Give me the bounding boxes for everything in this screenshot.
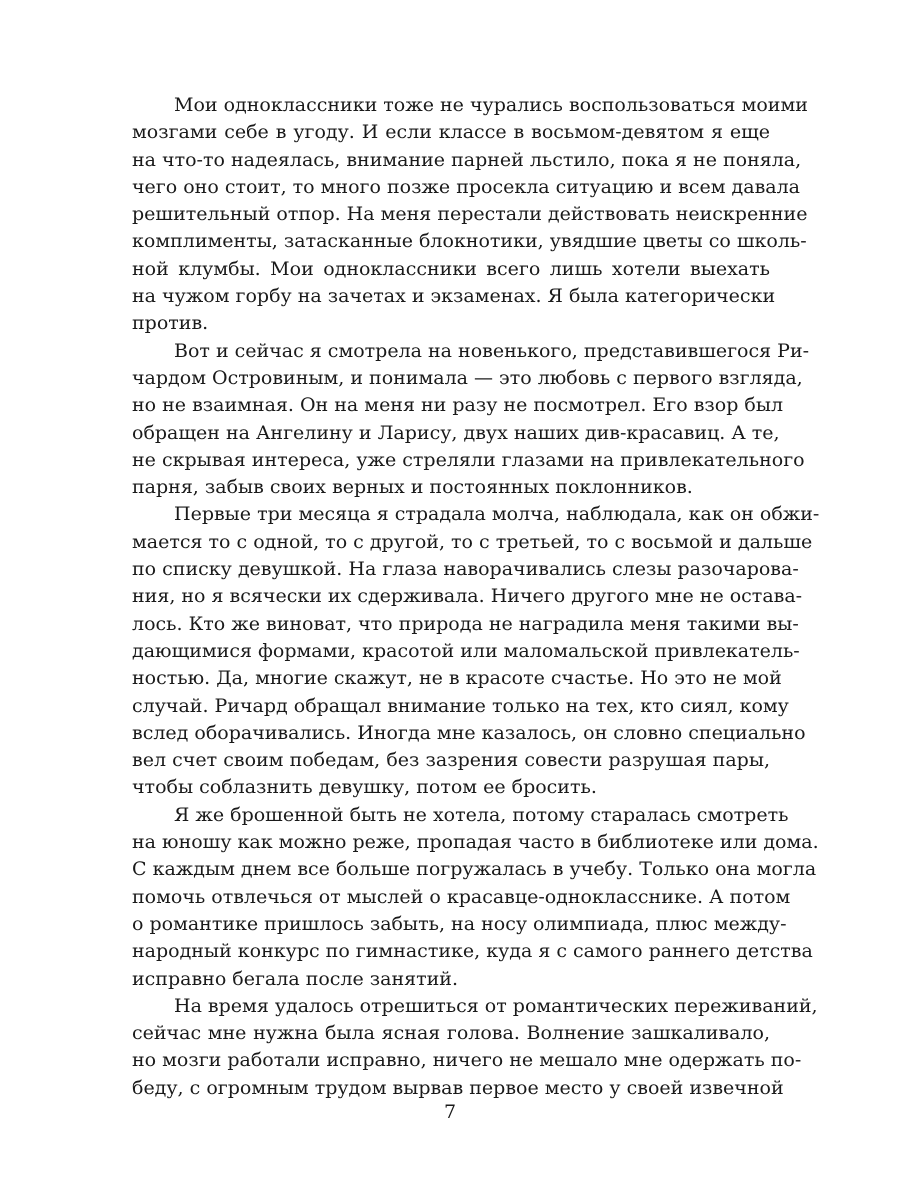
text-line: исправно бегала после занятий. xyxy=(132,967,459,990)
text-line: по списку девушкой. На глаза наворачивались слезы разочарова- xyxy=(132,558,799,581)
text-line: Вот и сейчас я смотрела на новенького, представившегося Ри- xyxy=(174,339,810,362)
text-line: лось. Кто же виноват, что природа не наградила меня такими вы- xyxy=(132,612,799,635)
text-line: обращен на Ангелину и Ларису, двух наших див-красавиц. А те, xyxy=(132,421,780,444)
text-line: ния, но я всячески их сдерживала. Ничего другого мне не остава- xyxy=(132,585,803,608)
body-text xyxy=(132,92,820,1102)
text-line: решительный отпор. На меня перестали действовать неискренние xyxy=(132,203,808,226)
text-line: на юношу как можно реже, пропадая часто в библиотеке или дома. xyxy=(132,831,819,854)
text-line: помочь отвлечься от мыслей о красавце-однокласснике. А потом xyxy=(132,885,791,908)
text-line: комплименты, затасканные блокнотики, увядшие цветы со школь- xyxy=(132,230,807,253)
text-line: но мозги работали исправно, ничего не мешало мне одержать по- xyxy=(132,1049,802,1072)
text-line: на чужом горбу на зачетах и экзаменах. Я была категорически xyxy=(132,285,776,308)
text-line: мозгами себе в угоду. И если классе в восьмом-девятом я еще xyxy=(132,121,770,144)
page-number: 7 xyxy=(443,1101,457,1123)
text-line: о романтике пришлось забыть, на носу олимпиада, плюс между- xyxy=(132,912,787,935)
text-line: ной клумбы. Мои одноклассники всего лишь хотели выехать xyxy=(132,257,770,280)
text-line: беду, с огромным трудом вырвав первое место у своей извечной xyxy=(132,1076,784,1099)
text-line: сейчас мне нужна была ясная голова. Волнение зашкаливало, xyxy=(132,1022,770,1045)
text-line: дающимися формами, красотой или маломальской привлекатель- xyxy=(132,639,800,662)
text-line: народный конкурс по гимнастике, куда я с самого раннего детства xyxy=(132,940,813,963)
text-line: ностью. Да, многие скажут, не в красоте счастье. Но это не мой xyxy=(132,667,782,690)
text-line: чардом Островиным, и понимала — это любовь с первого взгляда, xyxy=(132,366,803,389)
text-line: случай. Ричард обращал внимание только на тех, кто сиял, кому xyxy=(132,694,789,717)
text-line: С каждым днем все больше погружалась в учебу. Только она могла xyxy=(132,858,817,881)
text-line: Мои одноклассники тоже не чурались воспользоваться моими xyxy=(174,94,808,116)
text-line: вел счет своим победам, без зазрения совести разрушая пары, xyxy=(132,749,770,772)
text-line: Я же брошенной быть не хотела, потому старалась смотреть xyxy=(174,803,789,826)
text-line: не скрывая интереса, уже стреляли глазами на привлекательного xyxy=(132,448,805,471)
text-line: На время удалось отрешиться от романтических переживаний, xyxy=(174,994,818,1017)
text-line: парня, забыв своих верных и постоянных поклонников. xyxy=(132,476,693,499)
text-line: мается то с одной, то с другой, то с третьей, то с восьмой и дальше xyxy=(132,530,813,553)
text-line: вслед оборачивались. Иногда мне казалось, он словно специально xyxy=(132,721,806,744)
text-line: но не взаимная. Он на меня ни разу не посмотрел. Его взор был xyxy=(132,394,784,417)
text-line: чего оно стоит, то много позже просекла ситуацию и всем давала xyxy=(132,175,800,198)
text-line: против. xyxy=(132,312,209,335)
text-line: Первые три месяца я страдала молча, наблюдала, как он обжи- xyxy=(174,503,820,526)
text-line: чтобы соблазнить девушку, потом ее бросить. xyxy=(132,776,597,799)
text-line: на что-то надеялась, внимание парней льстило, пока я не поняла, xyxy=(132,148,802,171)
